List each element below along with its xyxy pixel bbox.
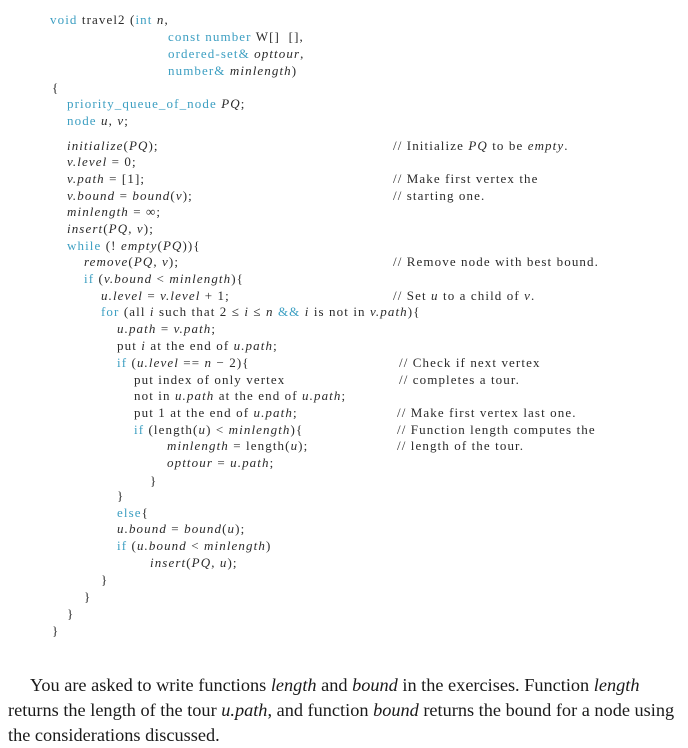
code-text: ( bbox=[127, 538, 137, 553]
code-text: ; bbox=[341, 388, 347, 403]
code-text: // Make first vertex the bbox=[393, 171, 539, 186]
code-comment bbox=[393, 188, 485, 204]
identifier: opttour bbox=[167, 455, 213, 470]
code-text: // Check if next vertex bbox=[399, 355, 541, 370]
code-text: )){ bbox=[182, 238, 201, 253]
text: returns the bound for a node using the considerations discussed. bbox=[8, 700, 675, 746]
code-text: < bbox=[186, 538, 205, 553]
identifier: n bbox=[156, 12, 165, 27]
code-text: put index of only vertex bbox=[134, 372, 286, 387]
code-text: } bbox=[101, 572, 109, 587]
code-line bbox=[67, 606, 74, 622]
code-text: ≤ bbox=[249, 304, 266, 319]
identifier: u.path bbox=[230, 455, 270, 470]
code-text: , bbox=[211, 555, 220, 570]
identifier: u bbox=[227, 521, 236, 536]
identifier: PQ bbox=[128, 138, 149, 153]
code-text: , bbox=[300, 46, 305, 61]
code-text: = bbox=[212, 455, 231, 470]
text: in the exercises. Function bbox=[397, 675, 594, 696]
identifier: i bbox=[149, 304, 155, 319]
code-text: // completes a tour. bbox=[399, 372, 520, 387]
identifier: i bbox=[141, 338, 146, 353]
code-line bbox=[101, 304, 421, 320]
code-line bbox=[67, 238, 201, 254]
identifier: u bbox=[219, 555, 228, 570]
code-line bbox=[67, 204, 161, 220]
identifier: v bbox=[136, 221, 144, 236]
code-line bbox=[134, 388, 346, 404]
code-text: ( bbox=[123, 138, 129, 153]
code-text: // length of the tour. bbox=[397, 438, 525, 453]
identifier: v.path bbox=[173, 321, 212, 336]
code-line bbox=[117, 355, 250, 371]
code-text: ){ bbox=[407, 304, 421, 319]
code-text: ; bbox=[273, 338, 278, 353]
code-line bbox=[117, 488, 124, 504]
code-text: . bbox=[564, 138, 569, 153]
identifier: insert bbox=[67, 221, 104, 236]
code-text: } bbox=[67, 606, 75, 621]
code-text: ( bbox=[94, 271, 104, 286]
text: and bbox=[316, 675, 353, 696]
variable-name: u.path bbox=[221, 700, 268, 721]
code-text: , bbox=[164, 12, 169, 27]
identifier: PQ bbox=[162, 238, 183, 253]
identifier: minlength bbox=[228, 422, 291, 437]
code-line bbox=[101, 288, 230, 304]
identifier: u bbox=[198, 422, 207, 437]
code-text: ); bbox=[182, 188, 193, 203]
identifier: u.level bbox=[136, 355, 179, 370]
code-line bbox=[168, 29, 304, 45]
code-text: ( bbox=[170, 188, 176, 203]
code-text: put 1 at the end of bbox=[134, 405, 254, 420]
code-comment bbox=[393, 254, 599, 270]
code-text: ) bbox=[265, 538, 272, 553]
code-line bbox=[168, 63, 297, 79]
code-text: ) bbox=[291, 63, 298, 78]
code-line bbox=[67, 188, 193, 204]
code-line bbox=[52, 80, 59, 96]
code-text: ( bbox=[186, 555, 192, 570]
code-text: ) < bbox=[206, 422, 229, 437]
code-comment bbox=[397, 422, 596, 438]
code-text: ( bbox=[127, 355, 137, 370]
code-line bbox=[150, 555, 238, 571]
keyword: if bbox=[117, 355, 128, 370]
code-text: // Make first vertex last one. bbox=[397, 405, 577, 420]
code-text: − 2){ bbox=[212, 355, 250, 370]
identifier: u.bound bbox=[117, 521, 167, 536]
code-text: = bbox=[156, 321, 174, 336]
code-text: ); bbox=[227, 555, 238, 570]
identifier: opttour bbox=[254, 46, 301, 61]
code-text: // Function length computes the bbox=[397, 422, 596, 437]
code-line bbox=[67, 113, 129, 129]
identifier: bound bbox=[132, 188, 171, 203]
code-line bbox=[67, 138, 159, 154]
code-text: = bbox=[142, 288, 161, 303]
identifier: n bbox=[204, 355, 213, 370]
code-text: , bbox=[108, 113, 118, 128]
identifier: minlength bbox=[167, 438, 229, 453]
code-text: W[] [], bbox=[251, 29, 304, 44]
code-text: = 0; bbox=[107, 154, 137, 169]
code-line bbox=[50, 12, 169, 28]
keyword: const number bbox=[168, 29, 252, 44]
code-text: , bbox=[153, 254, 163, 269]
code-comment bbox=[393, 171, 539, 187]
code-text: // starting one. bbox=[393, 188, 486, 203]
identifier: u bbox=[431, 288, 439, 303]
code-text: such that 2 ≤ bbox=[154, 304, 245, 319]
identifier: PQ bbox=[108, 221, 129, 236]
code-text: ); bbox=[298, 438, 309, 453]
code-text: } bbox=[52, 623, 60, 638]
code-text: to be bbox=[487, 138, 528, 153]
keyword: node bbox=[67, 113, 97, 128]
code-text: . bbox=[531, 288, 536, 303]
identifier: v bbox=[524, 288, 531, 303]
code-text: (! bbox=[101, 238, 121, 253]
identifier: bound bbox=[184, 521, 223, 536]
identifier: insert bbox=[150, 555, 187, 570]
code-text: + 1; bbox=[200, 288, 230, 303]
code-line bbox=[117, 521, 245, 537]
identifier: v bbox=[162, 254, 169, 269]
code-line bbox=[134, 405, 298, 421]
code-comment bbox=[393, 288, 535, 304]
code-line bbox=[167, 455, 274, 471]
identifier: remove bbox=[84, 254, 129, 269]
identifier: initialize bbox=[67, 138, 124, 153]
code-text: ; bbox=[292, 405, 298, 420]
code-text: ); bbox=[148, 138, 159, 153]
code-text: { bbox=[52, 80, 60, 95]
code-text: ); bbox=[168, 254, 180, 269]
code-line bbox=[117, 338, 278, 354]
code-text: not in bbox=[134, 388, 175, 403]
code-line bbox=[52, 623, 59, 639]
code-text: = [1]; bbox=[104, 171, 146, 186]
code-text: = bbox=[166, 521, 185, 536]
keyword: if bbox=[134, 422, 145, 437]
code-comment bbox=[399, 355, 541, 371]
identifier: v.path bbox=[369, 304, 408, 319]
code-line bbox=[134, 422, 303, 438]
keyword: priority_queue_of_node bbox=[67, 96, 217, 111]
keyword: for bbox=[101, 304, 120, 319]
function-name: length bbox=[593, 675, 640, 696]
code-line bbox=[67, 96, 245, 112]
code-text: = ∞; bbox=[128, 204, 162, 219]
identifier: v.level bbox=[160, 288, 201, 303]
code-text: } bbox=[117, 488, 125, 503]
identifier: i bbox=[304, 304, 310, 319]
code-text: = length( bbox=[228, 438, 291, 453]
identifier: v bbox=[175, 188, 183, 203]
code-line bbox=[117, 321, 216, 337]
code-text: (all bbox=[119, 304, 150, 319]
identifier: u.path bbox=[174, 388, 215, 403]
code-line bbox=[67, 154, 137, 170]
code-comment bbox=[399, 372, 520, 388]
identifier: empty bbox=[527, 138, 565, 153]
keyword: while bbox=[67, 238, 102, 253]
keyword: number& bbox=[168, 63, 226, 78]
keyword: int bbox=[135, 12, 153, 27]
identifier: PQ bbox=[133, 254, 154, 269]
code-text: at the end of bbox=[214, 388, 303, 403]
code-text: ; bbox=[124, 113, 129, 128]
identifier: v.level bbox=[67, 154, 108, 169]
keyword: else bbox=[117, 505, 142, 520]
identifier: minlength bbox=[204, 538, 266, 553]
identifier: u.path bbox=[233, 338, 274, 353]
code-text: at the end of bbox=[145, 338, 234, 353]
code-text: ; bbox=[240, 96, 246, 111]
text: returns the length of the tour bbox=[8, 700, 222, 721]
code-text: put bbox=[117, 338, 142, 353]
identifier: PQ bbox=[191, 555, 212, 570]
identifier: PQ bbox=[221, 96, 241, 111]
identifier: u.level bbox=[101, 288, 143, 303]
identifier: u.path bbox=[253, 405, 293, 420]
code-text: // Remove node with best bound. bbox=[393, 254, 599, 269]
code-text: travel2 ( bbox=[77, 12, 136, 27]
code-text: < bbox=[152, 271, 170, 286]
code-text: ( bbox=[128, 254, 134, 269]
keyword: if bbox=[84, 271, 95, 286]
code-text: ); bbox=[235, 521, 246, 536]
keyword: if bbox=[117, 538, 128, 553]
code-comment bbox=[397, 438, 524, 454]
identifier: v bbox=[117, 113, 125, 128]
code-line bbox=[84, 271, 244, 287]
code-text: } bbox=[150, 473, 158, 488]
code-line bbox=[150, 473, 157, 489]
explanation-paragraph bbox=[8, 673, 680, 748]
code-line bbox=[134, 372, 285, 388]
keyword: && bbox=[277, 304, 301, 319]
code-text: // Initialize bbox=[393, 138, 469, 153]
code-line bbox=[84, 254, 179, 270]
code-text: } bbox=[84, 589, 92, 604]
code-line bbox=[67, 221, 154, 237]
code-text: { bbox=[141, 505, 149, 520]
identifier: i bbox=[244, 304, 250, 319]
code-text: ; bbox=[211, 321, 217, 336]
identifier: minlength bbox=[169, 271, 232, 286]
code-text: is not in bbox=[309, 304, 370, 319]
identifier: u bbox=[101, 113, 109, 128]
code-line bbox=[84, 589, 91, 605]
identifier: empty bbox=[120, 238, 158, 253]
identifier: v.path bbox=[67, 171, 105, 186]
function-name: length bbox=[270, 675, 317, 696]
function-name: bound bbox=[352, 675, 398, 696]
identifier: PQ bbox=[468, 138, 488, 153]
code-text: == bbox=[178, 355, 205, 370]
code-line bbox=[67, 171, 145, 187]
identifier: u.bound bbox=[136, 538, 187, 553]
identifier: u bbox=[290, 438, 299, 453]
code-text: ){ bbox=[231, 271, 245, 286]
code-text: (length( bbox=[144, 422, 199, 437]
identifier: minlength bbox=[229, 63, 292, 78]
code-comment bbox=[397, 405, 577, 421]
code-text: ){ bbox=[290, 422, 304, 437]
code-text: = bbox=[115, 188, 133, 203]
identifier: u.path bbox=[117, 321, 157, 336]
text: , and function bbox=[267, 700, 374, 721]
identifier: v.bound bbox=[67, 188, 116, 203]
text: You are asked to write functions bbox=[30, 675, 271, 696]
code-text: ; bbox=[269, 455, 275, 470]
keyword: ordered-set& bbox=[168, 46, 250, 61]
code-text: , bbox=[128, 221, 137, 236]
identifier: v.bound bbox=[103, 271, 153, 286]
function-name: bound bbox=[373, 700, 419, 721]
identifier: u.path bbox=[302, 388, 342, 403]
code-text: // Set bbox=[393, 288, 432, 303]
code-line bbox=[101, 572, 108, 588]
code-comment bbox=[393, 138, 569, 154]
code-line bbox=[117, 538, 271, 554]
code-text: ( bbox=[222, 521, 228, 536]
identifier: minlength bbox=[67, 204, 129, 219]
code-line bbox=[168, 46, 304, 62]
code-text: ( bbox=[103, 221, 109, 236]
code-text: to a child of bbox=[438, 288, 525, 303]
code-text: ( bbox=[157, 238, 163, 253]
identifier: n bbox=[266, 304, 274, 319]
keyword: void bbox=[50, 12, 78, 27]
code-line bbox=[117, 505, 149, 521]
code-line bbox=[167, 438, 308, 454]
code-text: ); bbox=[143, 221, 154, 236]
